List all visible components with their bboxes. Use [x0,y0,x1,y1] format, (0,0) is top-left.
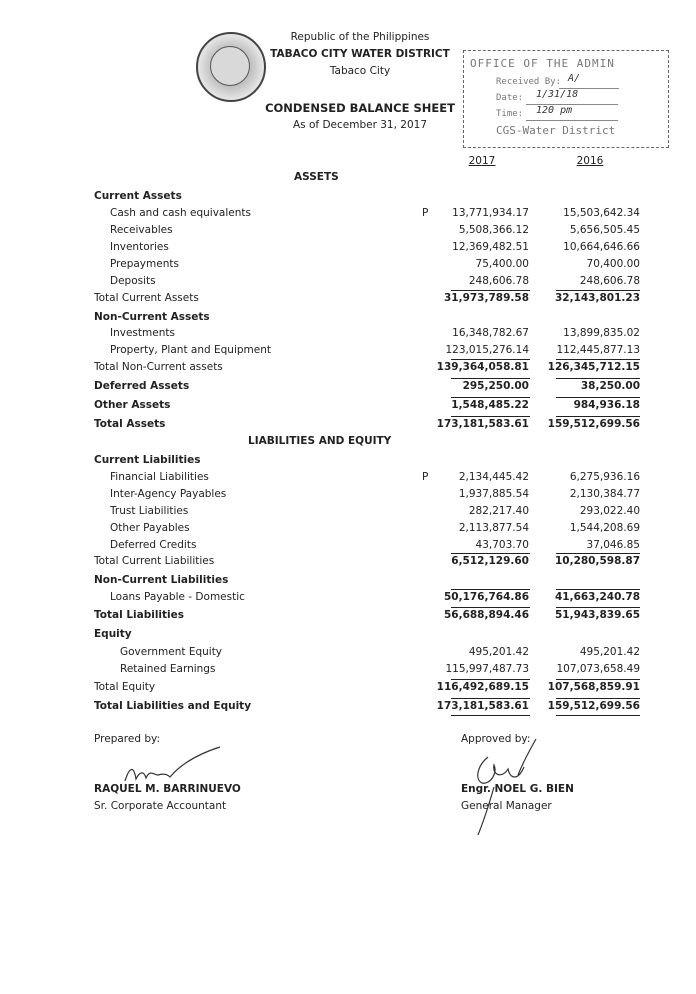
value-2016: 10,664,646.66 [563,241,640,253]
header-district: TABACO CITY WATER DISTRICT [270,48,450,60]
header-city: Tabaco City [329,65,391,77]
prepared-by-title: Sr. Corporate Accountant [94,800,227,812]
row-label: Receivables [110,224,173,236]
value-2016: 159,512,699.56 [547,700,640,712]
row-label: Other Payables [110,522,190,534]
row-label: Deferred Assets [94,380,190,392]
total-rule [451,679,530,680]
row-label: Inter-Agency Payables [110,488,227,500]
value-2017: 115,997,487.73 [445,663,529,675]
value-2016: 38,250.00 [580,380,640,392]
total-rule [451,359,530,360]
row-label: Current Liabilities [94,454,201,466]
row-label: Non-Current Liabilities [94,574,229,586]
value-2017: 75,400.00 [475,258,529,270]
row-label: Non-Current Assets [94,311,210,323]
value-2017: 5,508,366.12 [458,224,529,236]
value-2017: 43,703.70 [475,539,529,551]
total-rule [556,378,640,379]
value-2016: 13,899,835.02 [563,327,640,339]
value-2016: 126,345,712.15 [547,361,640,373]
row-label: Total Current Liabilities [94,555,215,567]
received-stamp [463,50,669,148]
column-header-2016: 2016 [576,155,604,167]
row-label: Deposits [110,275,156,287]
value-2017: 13,771,934.17 [452,207,529,219]
value-2016: 107,073,658.49 [556,663,640,675]
value-2016: 984,936.18 [573,399,640,411]
total-rule [556,715,640,716]
value-2017: 31,973,789.58 [443,292,529,304]
stamp-received-label: Received By: [496,77,562,87]
value-2017: 16,348,782.67 [452,327,529,339]
section-liabilities-equity: LIABILITIES AND EQUITY [248,435,392,447]
value-2017: 123,015,276.14 [445,344,529,356]
row-label: Government Equity [120,646,223,658]
value-2017: 2,134,445.42 [458,471,529,483]
value-2017: 173,181,583.61 [436,700,529,712]
total-rule [451,290,530,291]
stamp-received-value: A/ [568,73,581,84]
approved-by-name: Engr. NOEL G. BIEN [461,783,574,795]
report-date: As of December 31, 2017 [293,119,427,131]
value-2017: 139,364,058.81 [436,361,529,373]
total-rule [556,553,640,554]
value-2016: 248,606.78 [579,275,640,287]
stamp-line [526,120,618,121]
row-label: Financial Liabilities [110,471,209,483]
value-2016: 15,503,642.34 [563,207,640,219]
row-label: Total Liabilities and Equity [94,700,252,712]
value-2016: 51,943,839.65 [554,609,640,621]
approved-by-title: General Manager [461,800,552,812]
header-republic: Republic of the Philippines [290,31,430,43]
value-2016: 37,046.85 [586,539,640,551]
total-rule [556,679,640,680]
row-label: Investments [110,327,175,339]
row-label: Prepayments [110,258,179,270]
column-header-2017: 2017 [468,155,496,167]
total-rule [451,553,530,554]
value-2016: 32,143,801.23 [554,292,640,304]
value-2017: 282,217.40 [468,505,529,517]
total-rule [556,698,640,699]
seal-emblem-icon [210,46,250,86]
value-2016: 1,544,208.69 [569,522,640,534]
total-rule [556,416,640,417]
peso-sign: P [422,207,429,219]
stamp-date-value: 1/31/18 [536,89,579,100]
value-2017: 6,512,129.60 [451,555,529,567]
total-rule [451,416,530,417]
value-2017: 295,250.00 [462,380,529,392]
row-label: Inventories [110,241,169,253]
peso-sign: P [422,471,429,483]
total-rule [556,397,640,398]
value-2016: 293,022.40 [579,505,640,517]
total-rule [556,589,640,590]
prepared-by-name: RAQUEL M. BARRINUEVO [94,783,241,795]
value-2016: 10,280,598.87 [554,555,640,567]
value-2016: 112,445,877.13 [556,344,640,356]
stamp-office: OFFICE OF THE ADMIN [470,57,615,70]
value-2016: 41,663,240.78 [554,591,640,603]
value-2017: 1,937,885.54 [458,488,529,500]
row-label: Retained Earnings [120,663,216,675]
prepared-by-label: Prepared by: [94,733,160,745]
total-rule [451,715,530,716]
row-label: Cash and cash equivalents [110,207,251,219]
value-2016: 2,130,384.77 [569,488,640,500]
stamp-date-label: Date: [496,93,524,103]
row-label: Trust Liabilities [110,505,189,517]
row-label: Total Assets [94,418,166,430]
row-label: Total Current Assets [94,292,199,304]
value-2017: 173,181,583.61 [436,418,529,430]
value-2017: 12,369,482.51 [452,241,529,253]
total-rule [451,589,530,590]
value-2016: 495,201.42 [579,646,640,658]
value-2016: 107,568,859.91 [547,681,640,693]
total-rule [451,698,530,699]
row-label: Property, Plant and Equipment [110,344,271,356]
value-2017: 248,606.78 [468,275,529,287]
value-2017: 2,113,877.54 [458,522,529,534]
row-label: Other Assets [94,399,171,411]
value-2016: 70,400.00 [586,258,640,270]
row-label: Equity [94,628,132,640]
stamp-time-value: 120 pm [536,105,573,116]
value-2017: 50,176,764.86 [443,591,529,603]
total-rule [451,378,530,379]
stamp-time-label: Time: [496,109,524,119]
total-rule [451,397,530,398]
stamp-footer: CGS-Water District [496,124,616,137]
total-rule [556,359,640,360]
value-2016: 6,275,936.16 [569,471,640,483]
row-label: Deferred Credits [110,539,197,551]
value-2017: 116,492,689.15 [436,681,529,693]
row-label: Current Assets [94,190,182,202]
approved-by-label: Approved by: [461,733,531,745]
value-2016: 159,512,699.56 [547,418,640,430]
row-label: Total Liabilities [94,609,185,621]
value-2017: 495,201.42 [468,646,529,658]
total-rule [556,607,640,608]
total-rule [556,290,640,291]
page-title: CONDENSED BALANCE SHEET [265,101,455,115]
value-2017: 56,688,894.46 [443,609,529,621]
row-label: Loans Payable - Domestic [110,591,245,603]
row-label: Total Non-Current assets [94,361,223,373]
row-label: Total Equity [94,681,156,693]
total-rule [451,607,530,608]
value-2016: 5,656,505.45 [569,224,640,236]
section-assets: ASSETS [294,171,339,183]
value-2017: 1,548,485.22 [451,399,529,411]
